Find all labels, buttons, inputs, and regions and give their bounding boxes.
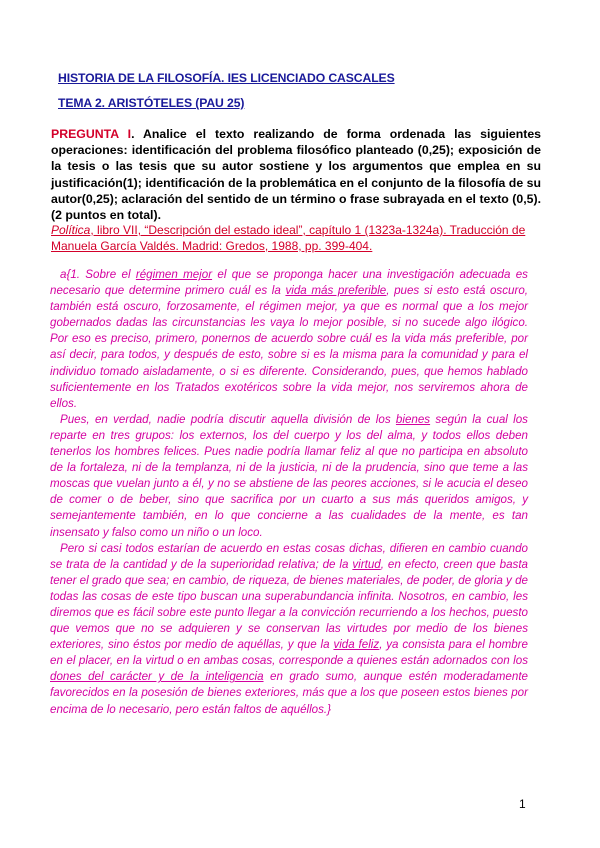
question-text: . Analice el texto realizando de forma ordenada las siguientes operaciones: identificación del problema filosófico planteado (0,25); exposición de la tesis o las tesis que su autor sostiene y los argumentos que emplea en su justificación(1); identificación de la problemática en el conjunto de la filosofía de su autor(0,25); aclaración del sentido de un término o frase subrayada en el texto (0,5). (2 puntos en total).: [51, 127, 541, 223]
underlined-term: régimen mejor: [135, 268, 213, 281]
source-details: , libro VII, “Descripción del estado ideal”, capítulo 1 (1323a-1324a). Traducción de Manuela García Valdés. Madrid: Gredos, 1988, pp. 399-404.: [51, 223, 526, 253]
topic-heading: TEMA 2. ARISTÓTELES (PAU 25): [58, 96, 245, 110]
quoted-text: [50, 267, 528, 718]
question-label: PREGUNTA I: [51, 127, 132, 141]
paragraph-1: a{1. Sobre el régimen mejor el que se proponga hacer una investigación adecuada es necesario que determine primero cuál es la vida más preferible, pues si esto está oscuro, también está oscuro, forzosamente, el régimen mejor, ya que es normal que a los mejor gobernados dadas las circunstancias les vaya lo mejor posible, si no sucede algo ilógico. Por eso es preciso, primero, ponernos de acuerdo sobre cuál es la vida más preferible, por así decir, para todos, y después de esto, sobre si es la misma para la comunidad y para el individuo tomado aisladamente, o si es diferente. Considerando, pues, que hemos hablado suficientemente en los Tratados exotéricos sobre la vida mejor, nos serviremos ahora de ellos.: [50, 268, 528, 410]
source-citation: [51, 222, 543, 254]
source-work-title: Política: [51, 223, 91, 237]
page-number: 1: [519, 797, 526, 811]
underlined-term: vida más preferible: [285, 284, 387, 298]
question-block: [51, 126, 541, 223]
paragraph-3: Pero si casi todos estarían de acuerdo en estas cosas dichas, difieren en cambio cuando se trata de la cantidad y de la superioridad relativa; de la virtud, en efecto, creen que basta tener el grado que sea; en cambio, de riqueza, de bienes materiales, de poder, de gloria y de todas las cosas de este tipo buscan una superabundancia infinita. Nosotros, en cambio, les diremos que es fácil sobre este punto llegar a la convicción recurriendo a los hechos, puesto que vemos que no se adquieren y se conservan las virtudes por medio de los bienes exteriores, sino éstos por medio de aquéllas, y que la vida feliz, ya consista para el hombre en el placer, en la virtud o en ambas cosas, corresponde a quienes están adornados con los dones del carácter y de la inteligencia en grado sumo, aunque estén moderadamente favorecidos en la posesión de bienes exteriores, más que a los que poseen estos bienes por encima de lo necesario, pero están faltos de aquéllos.}: [50, 541, 529, 716]
underlined-term: dones del carácter y de la inteligencia: [50, 670, 264, 684]
paragraph-2: Pues, en verdad, nadie podría discutir aquella división de los bienes según la cual los reparte en tres grupos: los externos, los del cuerpo y los del alma, y todos ellos deben tenerlos los hombres felices. Pues nadie podría llamar feliz al que no participa en absoluto de la fortaleza, ni de la templanza, ni de la justicia, ni de la prudencia, sino que teme a las moscas que vuelan junto a él, y no se abstiene de las peores acciones, si le acucia el deseo de comer o de beber, sino que sacrifica por un cuarto a sus más queridos amigos, y semejantemente también, en lo que concierne a las cualidades de la mente, es tan insensato y falso como un niño o un loco.: [50, 412, 528, 539]
underlined-term: virtud: [352, 557, 381, 571]
underlined-term: bienes: [395, 412, 431, 426]
underlined-term: vida feliz: [333, 638, 380, 652]
document-header-title: HISTORIA DE LA FILOSOFÍA. IES LICENCIADO CASCALES: [58, 71, 395, 85]
